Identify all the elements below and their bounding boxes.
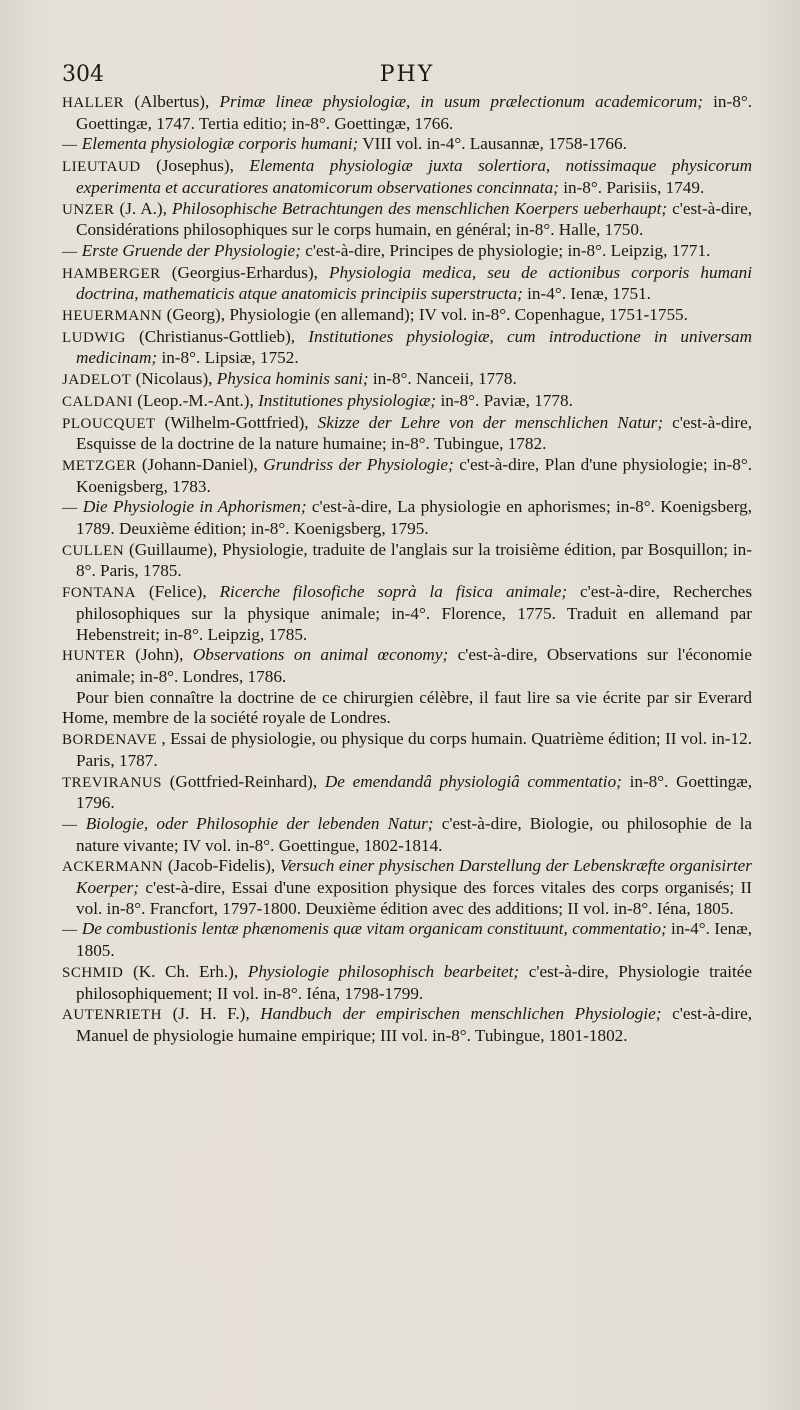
entry-author: LIEUTAUD <box>62 159 141 176</box>
entry-author-forename: (Nicolaus), <box>135 369 213 389</box>
entry-author-forename: (Albertus), <box>134 92 210 111</box>
entry-details: Pour bien connaître la doctrine de ce chirurgien célèbre, il faut lire sa vie écrite par sir Everard Home, membre de la société royale de Londres. <box>62 687 752 728</box>
entry-author-forename: (J. A.), <box>119 198 167 218</box>
bibliography-entry <box>62 156 752 198</box>
entry-details: c'est-à-dire, Observations sur l'économie animale; in-8°. Londres, 1786. <box>76 645 753 686</box>
entry-author-forename: (Gottfried-Reinhard), <box>169 771 318 791</box>
entry-author: CULLEN <box>62 542 125 559</box>
entry-title: Elementa physiologiæ corporis humani; <box>81 134 359 154</box>
entry-author: CALDANI <box>62 393 133 410</box>
entry-author: HUNTER <box>62 648 126 665</box>
entry-author: HALLER <box>62 95 125 111</box>
entry-title: Primæ lineæ physiologiæ, in usum prælectionum academicorum; <box>219 92 703 111</box>
entry-details: Physiologie (en allemand); IV vol. in-8°. Copenhague, 1751-1755. <box>229 305 688 325</box>
entry-details: c'est-à-dire, Principes de physiologie; in-8°. Leipzig, 1771. <box>305 240 711 260</box>
entry-title: Institutiones physiologiæ, cum introductione in universam medicinam; <box>76 326 753 368</box>
running-head: PHY <box>379 62 435 87</box>
entry-author: FONTANA <box>62 585 136 602</box>
entry-author-forename: (John), <box>135 645 184 665</box>
bibliography-entry <box>62 582 752 645</box>
entry-author-forename: (Josephus), <box>156 156 234 176</box>
entry-author-forename: (Wilhelm-Gottfried), <box>164 412 309 432</box>
bibliography-entry <box>62 919 752 961</box>
entry-author-forename: (Felice), <box>148 582 207 602</box>
entry-details: VIII vol. in-4°. Lausannæ, 1758-1766. <box>362 134 627 154</box>
entry-author-forename: (Jacob-Fidelis), <box>167 856 276 876</box>
entry-title: Die Physiologie in Aphorismen; <box>82 497 307 517</box>
entry-details: c'est-à-dire, Esquisse de la doctrine de la nature humaine; in-8°. Tubingue, 1782. <box>76 412 752 454</box>
entry-author: — <box>62 922 78 939</box>
bibliography-entry <box>62 391 752 413</box>
entry-details: in-4°. Ienæ, 1805. <box>76 919 752 961</box>
entry-details: Physiologie, traduite de l'anglais sur la troisième édition, par Bosquillon; in-8°. Paris, 1785. <box>76 539 752 581</box>
entry-author-forename: (Johann-Daniel), <box>141 454 258 474</box>
bibliography-entry <box>62 540 752 582</box>
bibliography-entry <box>62 856 752 919</box>
bibliography-entry <box>62 729 752 771</box>
entry-title: Physiologia medica, seu de actionibus corporis humani doctrina, mathematicis atque anatomicis principiis superstructa; <box>76 262 752 304</box>
entry-author: HEUERMANN <box>62 308 163 325</box>
entry-title: Institutiones physiologiæ; <box>258 390 437 410</box>
entry-author: BORDENAVE <box>62 732 158 749</box>
bibliography-entry <box>62 413 752 455</box>
entry-author-forename: (Leop.-M.-Ant.), <box>137 390 254 410</box>
entry-author: JADELOT <box>62 372 132 389</box>
bibliography-entry <box>62 199 752 241</box>
entry-title: Grundriss der Physiologie; <box>263 454 454 474</box>
entry-author: TREVIRANUS <box>62 774 163 791</box>
entry-title: Versuch einer physischen Darstellung der Lebenskræfte organisirter Koerper; <box>76 856 752 898</box>
bibliography-entry <box>62 455 752 497</box>
entry-author-forename: (Georg), <box>166 305 226 325</box>
entry-author: AUTENRIETH <box>62 1007 162 1024</box>
entry-details: Essai de physiologie, ou physique du corps humain. Quatrième édition; II vol. in-12. Paris, 1787. <box>76 729 752 770</box>
entry-title: Biologie, oder Philosophie der lebenden Natur; <box>85 813 434 833</box>
entry-title: Handbuch der empirischen menschlichen Physiologie; <box>260 1004 662 1024</box>
bibliography-entry <box>62 92 752 134</box>
bibliography-entry <box>62 962 752 1004</box>
entry-author-forename: (Georgius-Erhardus), <box>171 262 318 282</box>
entry-author: METZGER <box>62 457 137 474</box>
page-number: 304 <box>62 62 104 87</box>
entry-details: in-8°. Lipsiæ, 1752. <box>161 348 299 368</box>
entry-details: c'est-à-dire, Plan d'une physiologie; in-8°. Koenigsberg, 1783. <box>76 454 752 496</box>
bibliography-entry <box>62 814 752 856</box>
entry-author: — <box>62 816 78 833</box>
entry-author: — <box>62 137 78 154</box>
bibliography-entry <box>62 645 752 687</box>
note-paragraph <box>62 688 752 729</box>
bibliography-entry <box>62 134 752 156</box>
entry-author: ACKERMANN <box>62 859 164 876</box>
entry-details: in-4°. Ienæ, 1751. <box>527 284 651 304</box>
bibliography-entries <box>62 92 752 1047</box>
entry-author-forename: (K. Ch. Erh.), <box>133 961 239 981</box>
entry-author: PLOUCQUET <box>62 415 156 432</box>
entry-title: Physiologie philosophisch bearbeitet; <box>247 961 520 981</box>
entry-details: c'est-à-dire, Biologie, ou philosophie de la nature vivante; IV vol. in-8°. Goettingue, 1802-1814. <box>76 813 753 855</box>
entry-author-forename: (Guillaume), <box>129 539 218 559</box>
entry-author: LUDWIG <box>62 329 126 346</box>
entry-title: Ricerche filosofiche soprà la fisica animale; <box>219 582 568 602</box>
entry-author: HAMBERGER <box>62 265 161 282</box>
entry-title: Physica hominis sani; <box>216 369 369 389</box>
entry-author: — <box>62 243 78 260</box>
entry-details: c'est-à-dire, La physiologie en aphorismes; in-8°. Koenigsberg, 1789. Deuxième édition; in-8°. Koenigsberg, 1795. <box>76 497 753 539</box>
entry-author-forename: (Christianus-Gottlieb), <box>139 326 296 346</box>
entry-author: UNZER <box>62 201 115 218</box>
bibliography-entry <box>62 305 752 327</box>
entry-title: Elementa physiologiæ juxta solertiora, notissimaque physicorum experimenta et accuratiores anatomicorum observationes concinnata; <box>76 156 753 197</box>
entry-title: Observations on animal œconomy; <box>192 645 449 665</box>
bibliography-entry <box>62 497 752 539</box>
entry-title: Skizze der Lehre von der menschlichen Natur; <box>317 412 664 432</box>
entry-title: De combustionis lentæ phænomenis quæ vitam organicam constituunt, commentatio; <box>81 919 667 939</box>
entry-details: c'est-à-dire, Manuel de physiologie humaine empirique; III vol. in-8°. Tubingue, 1801-1802. <box>76 1004 753 1045</box>
entry-details: c'est-à-dire, Considérations philosophiques sur le corps humain, en général; in-8°. Halle, 1750. <box>76 198 753 240</box>
entry-title: De emendandâ physiologiâ commentatio; <box>324 771 622 791</box>
entry-details: c'est-à-dire, Essai d'une exposition physique des forces vitales des corps organisés; II vol. in-8°. Francfort, 1797-1800. Deuxième édition avec des additions; II vol. in-8°. Iéna, 1805. <box>76 878 752 918</box>
entry-details: c'est-à-dire, Physiologie traitée philosophiquement; II vol. in-8°. Iéna, 1798-1799. <box>76 961 753 1003</box>
bibliography-entry <box>62 263 752 305</box>
entry-author: SCHMID <box>62 964 124 981</box>
entry-details: c'est-à-dire, Recherches philosophiques sur la physique animale; in-4°. Florence, 1775. Traduit en allemand par Hebenstreit; in-8°. Leipzig, 1785. <box>76 582 753 644</box>
bibliography-entry <box>62 327 752 369</box>
bibliography-entry <box>62 369 752 391</box>
entry-details: in-8°. Goettingæ, 1747. Tertia editio; in-8°. Goettingæ, 1766. <box>76 92 753 133</box>
entry-details: in-8°. Parisiis, 1749. <box>563 177 705 197</box>
entry-author-forename: , <box>161 729 166 749</box>
entry-details: in-8°. Goettingæ, 1796. <box>76 771 753 813</box>
entry-details: in-8°. Nanceii, 1778. <box>372 369 517 389</box>
entry-title: Erste Gruende der Physiologie; <box>81 240 301 260</box>
entry-details: in-8°. Paviæ, 1778. <box>440 390 573 410</box>
entry-title: Philosophische Betrachtungen des menschlichen Koerpers ueberhaupt; <box>171 198 668 218</box>
page-header <box>62 58 752 92</box>
bibliography-entry <box>62 1004 752 1046</box>
entry-author: — <box>62 500 78 517</box>
bibliography-entry <box>62 772 752 814</box>
entry-author-forename: (J. H. F.), <box>172 1004 250 1024</box>
bibliography-entry <box>62 241 752 263</box>
